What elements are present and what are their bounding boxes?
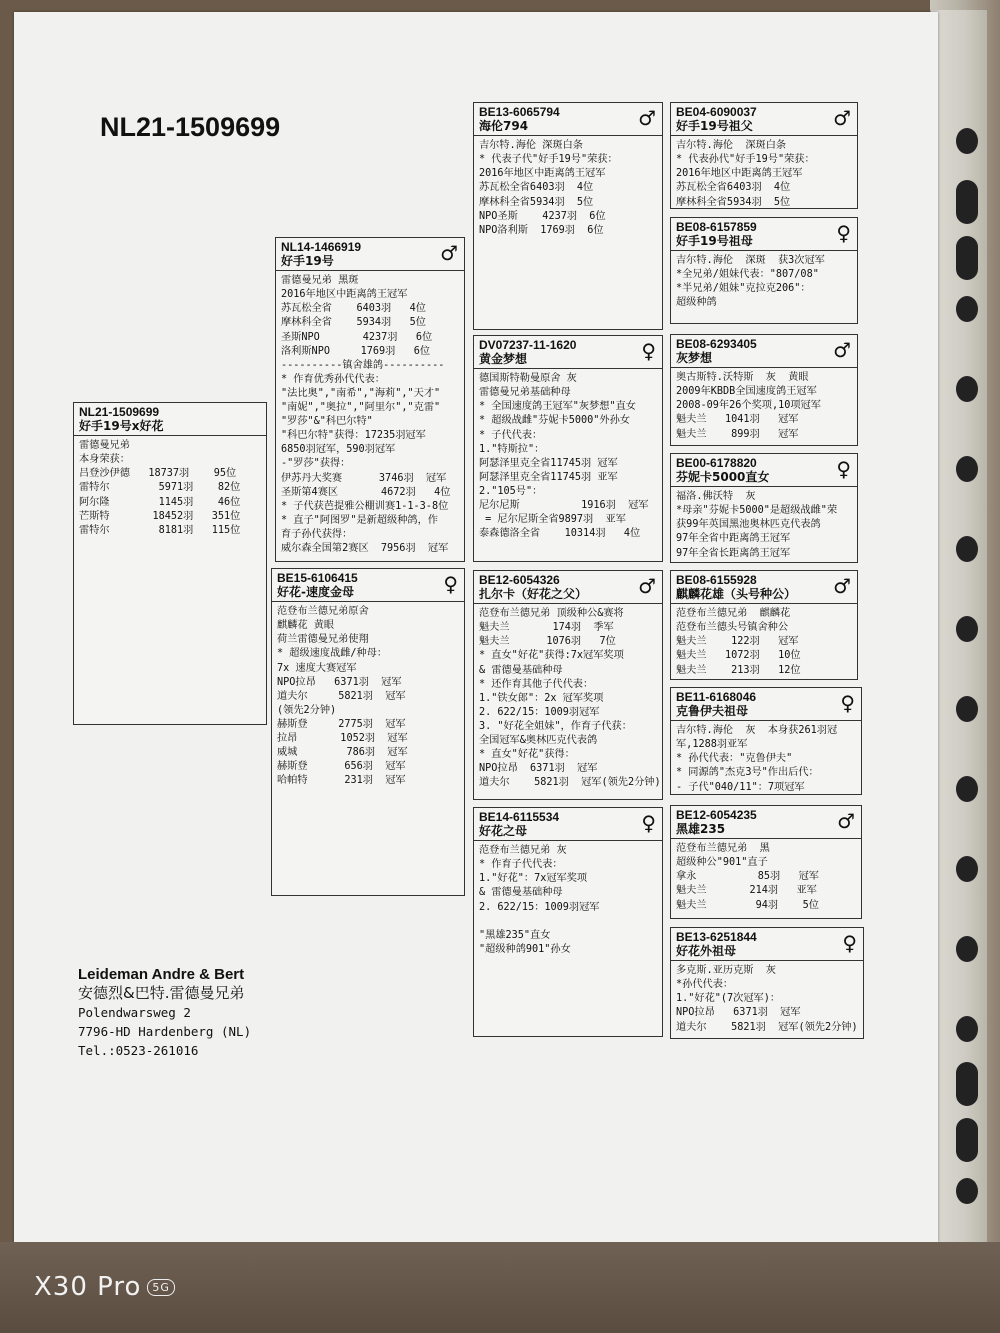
card-text-line: ----------镇舍雄鸽---------- xyxy=(281,359,445,371)
card-text-line: * 作育优秀孙代代表： xyxy=(281,373,385,385)
card-text-line: 获99年英国黑池奥林匹克代表鸽 xyxy=(676,519,821,531)
card-text-line: 苏瓦松全省 6403羽 4位 xyxy=(281,303,426,315)
card-text-line: 超级种鸽 xyxy=(676,297,717,309)
card-text-line: 2016年地区中距离鸽王冠军 xyxy=(479,168,606,180)
pedigree-card-ssd xyxy=(670,217,858,324)
pedigree-card-dam xyxy=(271,568,465,896)
female-icon: ♀ xyxy=(840,691,855,715)
female-icon: ♀ xyxy=(641,811,656,835)
ring-number: BE14-6115534 xyxy=(479,810,560,824)
card-text-line: 吉尔特.海伦 深斑白条 xyxy=(479,140,583,152)
card-header xyxy=(671,688,861,721)
card-text-line: * 直女"好花"获得： xyxy=(479,749,575,761)
card-text-line: 赫斯登 2775羽 冠军 xyxy=(277,718,406,730)
pigeon-name: 海伦794 xyxy=(479,119,529,134)
pigeon-name: 麒麟花雄（头号种公） xyxy=(676,587,797,602)
female-icon: ♀ xyxy=(443,572,458,596)
card-text-line: 1."好花"：7x冠军奖项 xyxy=(479,873,588,885)
female-icon: ♀ xyxy=(641,339,656,363)
card-text-line: 本身荣获： xyxy=(79,454,130,466)
card-text-line: 圣斯NPO 4237羽 6位 xyxy=(281,331,433,343)
card-text-line: 麒麟花 黄眼 xyxy=(277,620,335,632)
card-text-line: 吉尔特.海伦 深斑 获3次冠军 xyxy=(676,255,825,267)
owner-street: Polendwarsweg 2 xyxy=(78,1005,191,1020)
card-text-line: 魁夫兰 1072羽 10位 xyxy=(676,650,801,662)
card-text-line: 魁夫兰 94羽 5位 xyxy=(676,899,819,911)
card-header xyxy=(272,569,464,602)
card-text-line: 雷德曼兄弟 黑斑 xyxy=(281,275,359,287)
punch-hole xyxy=(956,616,978,642)
pigeon-name: 黄金梦想 xyxy=(479,352,528,367)
punch-hole xyxy=(956,376,978,402)
punch-hole xyxy=(956,236,978,280)
card-text-line: 摩林科全省5934羽 5位 xyxy=(479,196,594,208)
card-text-line: 尼尔尼斯 1916羽 冠军 xyxy=(479,500,649,512)
card-text-line: * 孙代代表："克鲁伊夫" xyxy=(676,753,793,765)
card-text-line: "黑雄235"直女 xyxy=(479,929,551,941)
card-text-line: 阿瑟泽里克全省11745羽 冠军 xyxy=(479,457,618,469)
card-text-line: 德国斯特勒曼原舍 灰 xyxy=(479,373,577,385)
card-text-line: 范登布兰德兄弟 灰 xyxy=(479,845,567,857)
card-text-line: 魁夫兰 899羽 冠军 xyxy=(676,428,799,440)
card-text-line: 摩林科全省 5934羽 5位 xyxy=(281,317,426,329)
male-icon: ♂ xyxy=(833,106,851,130)
pedigree-card-sdd xyxy=(670,453,858,563)
card-text-line: * 直女"好花"获得:7x冠军奖项 xyxy=(479,650,624,662)
ring-number: BE11-6168046 xyxy=(676,690,757,704)
card-text-line: 道夫尔 5821羽 冠军 xyxy=(277,690,406,702)
card-text-line: 吕登沙伊德 18737羽 95位 xyxy=(79,468,237,480)
pedigree-card-subject xyxy=(73,402,267,725)
punch-hole xyxy=(956,180,978,224)
card-text-line: 范登布兰德兄弟 麒麟花 xyxy=(676,608,791,620)
ring-number: BE12-6054235 xyxy=(676,808,757,822)
card-header xyxy=(671,335,857,368)
card-text-line: 伊苏丹大奖赛 3746羽 冠军 xyxy=(281,472,447,484)
card-text-line: - 子代"040/11"：7项冠军 xyxy=(676,781,805,793)
owner-city: 7796-HD Hardenberg (NL) xyxy=(78,1024,252,1039)
card-text-line: 魁夫兰 1076羽 7位 xyxy=(479,636,616,648)
card-text-line: 威尔森全国第2赛区 7956羽 冠军 xyxy=(281,542,449,554)
card-header xyxy=(671,454,857,487)
card-text-line: 吉尔特.海伦 深斑白条 xyxy=(676,140,787,152)
card-text-line: "罗莎"&"科巴尔特" xyxy=(281,416,373,428)
card-text-line: 泰森德洛全省 10314羽 4位 xyxy=(479,528,641,540)
male-icon: ♂ xyxy=(833,574,851,598)
watermark-text: X30 Pro xyxy=(34,1272,142,1302)
card-text-line: 6850羽冠军，590羽冠军 xyxy=(281,444,396,456)
card-text-line: 超级种公"901"直子 xyxy=(676,857,768,869)
ring-number: BE08-6293405 xyxy=(676,337,757,351)
card-text-line: 2016年地区中距离鸽王冠军 xyxy=(676,168,803,180)
ring-number: BE15-6106415 xyxy=(277,571,358,585)
card-text-line: 道夫尔 5821羽 冠军(领先2分钟) xyxy=(479,777,661,789)
card-text-line: NPO拉昂 6371羽 冠军 xyxy=(479,763,598,775)
card-text-line: * 代表子代"好手19号"荣获： xyxy=(479,154,618,166)
card-text-line: = 尼尔尼斯全省9897羽 亚军 xyxy=(479,514,626,526)
card-text-line: *母亲"芬妮卡5000"是超级战雌"荣 xyxy=(676,505,838,517)
card-text-line: * 子代获芭提雅公棚训赛1-1-3-8位 xyxy=(281,500,449,512)
pigeon-name: 扎尔卡（好花之父） xyxy=(479,587,588,602)
card-text-line: 1."好花"(7次冠军)： xyxy=(676,993,781,1005)
card-header xyxy=(671,806,861,839)
punch-hole xyxy=(956,1178,978,1204)
pedigree-card-dam-dam xyxy=(473,807,663,1037)
card-text-line: 苏瓦松全省6403羽 4位 xyxy=(479,182,594,194)
card-text-line: 范登布兰德头号镇舍种公 xyxy=(676,622,789,634)
punch-hole xyxy=(956,1062,978,1106)
camera-watermark xyxy=(34,1272,175,1302)
card-text-line: & 雷德曼基础种母 xyxy=(479,664,563,676)
female-icon: ♀ xyxy=(836,221,851,245)
card-header xyxy=(671,928,863,961)
card-text-line: 奥古斯特.沃特斯 灰 黄眼 xyxy=(676,372,809,384)
card-text-line: 1."铁女郎"：2x 冠军奖项 xyxy=(479,692,604,704)
ring-number: BE13-6065794 xyxy=(479,105,560,119)
card-header xyxy=(74,403,266,436)
card-text-line: 福洛.佛沃特 灰 xyxy=(676,491,756,503)
card-text-line: 魁夫兰 174羽 季军 xyxy=(479,622,614,634)
card-text-line: 3. "好花全姐妹"，作育子代获： xyxy=(479,720,632,732)
female-icon: ♀ xyxy=(842,931,857,955)
card-text-line: 雷特尔 8181羽 115位 xyxy=(79,524,241,536)
card-text-line: 摩林科全省5934羽 5位 xyxy=(676,196,791,208)
pedigree-card-sire xyxy=(275,237,465,562)
card-text-line: * 全国速度鸽王冠军"灰梦想"直女 xyxy=(479,401,636,413)
card-text-line: 魁夫兰 213羽 12位 xyxy=(676,664,801,676)
card-text-line: 1."特斯拉"： xyxy=(479,443,545,455)
pedigree-card-sds xyxy=(670,334,858,446)
pigeon-name: 克鲁伊夫祖母 xyxy=(676,704,749,719)
card-text-line: 魁夫兰 122羽 冠军 xyxy=(676,636,799,648)
card-text-line: 军,1288羽亚军 xyxy=(676,739,748,751)
punch-hole xyxy=(956,128,978,154)
card-text-line: 范登布兰德兄弟 黑 xyxy=(676,843,770,855)
ring-number: BE12-6054326 xyxy=(479,573,560,587)
card-text-line: 97年全省中距离鸽王冠军 xyxy=(676,533,791,545)
pedigree-card-sire-dam xyxy=(473,335,663,562)
card-text-line: 吉尔特.海伦 灰 本身获261羽冠 xyxy=(676,725,838,737)
card-text-line: 洛利斯NPO 1769羽 6位 xyxy=(281,345,431,357)
card-text-line xyxy=(479,915,657,929)
pigeon-name: 好手19号 xyxy=(281,254,334,269)
card-header xyxy=(474,571,662,604)
card-text-line: 威城 786羽 冠军 xyxy=(277,747,408,759)
card-text-line: 范登布兰德兄弟 顶级种公&赛将 xyxy=(479,608,624,620)
ring-number: BE08-6157859 xyxy=(676,220,757,234)
pigeon-name: 好花之母 xyxy=(479,824,528,839)
card-text-line: -"罗莎"获得： xyxy=(281,458,351,470)
card-text-line: 2. 622/15：1009羽冠军 xyxy=(479,706,600,718)
pedigree-card-dds xyxy=(670,805,862,919)
card-text-line: & 雷德曼基础种母 xyxy=(479,887,563,899)
pigeon-name: 好花外祖母 xyxy=(676,944,737,959)
card-text-line: 全国冠军&奥林匹克代表鸽 xyxy=(479,735,598,747)
pigeon-name: 好手19号x好花 xyxy=(79,419,164,434)
pigeon-name: 好花-速度金母 xyxy=(277,585,354,600)
card-text-line: 苏瓦松全省6403羽 4位 xyxy=(676,182,791,194)
card-text-line: (领先2分钟) xyxy=(277,704,337,716)
card-header xyxy=(474,808,662,841)
punch-hole xyxy=(956,936,978,962)
card-text-line: *孙代代表： xyxy=(676,979,734,991)
pedigree-card-sss xyxy=(670,102,858,209)
card-text-line: 哈帕特 231羽 冠军 xyxy=(277,775,406,787)
pigeon-name: 黑雄235 xyxy=(676,822,726,837)
card-text-line: NPO拉昂 6371羽 冠军 xyxy=(277,676,402,688)
male-icon: ♂ xyxy=(638,106,656,130)
card-text-line: 赫斯登 656羽 冠军 xyxy=(277,761,406,773)
pigeon-name: 芬妮卡5000直女 xyxy=(676,470,770,485)
card-text-line: 阿尔隆 1145羽 46位 xyxy=(79,496,241,508)
male-icon: ♂ xyxy=(837,809,855,833)
card-text-line: 拿永 85羽 冠军 xyxy=(676,871,819,883)
page-title: NL21-1509699 xyxy=(100,112,281,142)
card-text-line: "超级种鸽901"孙女 xyxy=(479,943,571,955)
card-text-line: 2. 622/15：1009羽冠军 xyxy=(479,901,600,913)
male-icon: ♂ xyxy=(638,574,656,598)
card-text-line: 魁夫兰 214羽 亚军 xyxy=(676,885,817,897)
pigeon-name: 灰梦想 xyxy=(676,351,713,366)
pedigree-card-dsd xyxy=(670,687,862,795)
owner-name-cn: 安德烈&巴特.雷德曼兄弟 xyxy=(78,984,245,1002)
punch-hole xyxy=(956,776,978,802)
ring-number: BE00-6178820 xyxy=(676,456,757,470)
card-header xyxy=(671,571,857,604)
card-text-line: 魁夫兰 1041羽 冠军 xyxy=(676,414,799,426)
card-text-line: 97年全省长距离鸽王冠军 xyxy=(676,547,791,559)
female-icon: ♀ xyxy=(836,457,851,481)
card-text-line: 育子孙代获得： xyxy=(281,528,353,540)
card-text-line: 荷兰雷德曼兄弟使翔 xyxy=(277,634,369,646)
card-text-line: 道夫尔 5821羽 冠军(领先2分钟) xyxy=(676,1021,858,1033)
card-header xyxy=(474,103,662,136)
card-text-line: 雷德曼兄弟 xyxy=(79,440,130,452)
card-text-line: *全兄弟/姐妹代表："807/08" xyxy=(676,269,819,281)
ring-number: NL14-1466919 xyxy=(281,240,362,254)
card-text-line: 拉昂 1052羽 冠军 xyxy=(277,733,408,745)
card-text-line: * 作育子代代表： xyxy=(479,859,563,871)
card-text-line: * 超级速度战雌/种母： xyxy=(277,648,388,660)
card-text-line: 多克斯.亚历克斯 灰 xyxy=(676,965,776,977)
card-text-line: NPO拉昂 6371羽 冠军 xyxy=(676,1007,801,1019)
card-text-line: 范登布兰德兄弟原舍 xyxy=(277,606,369,618)
pedigree-card-sire-sire xyxy=(473,102,663,330)
pedigree-card-ddd xyxy=(670,927,864,1039)
card-text-line: 阿瑟泽里克全省11745羽 亚军 xyxy=(479,471,618,483)
punch-hole xyxy=(956,1016,978,1042)
card-text-line: * 子代代表： xyxy=(479,429,543,441)
punch-hole xyxy=(956,536,978,562)
card-text-line: 雷德曼兄弟基础种母 xyxy=(479,387,571,399)
card-text-line: 芒斯特 18452羽 351位 xyxy=(79,510,241,522)
card-header xyxy=(276,238,464,271)
card-text-line: 2."105号"： xyxy=(479,485,543,497)
card-text-line: 2009年KBDB全国速度鸽王冠军 xyxy=(676,386,817,398)
pigeon-name: 好手19号祖父 xyxy=(676,119,753,134)
card-text-line: 7x 速度大赛冠军 xyxy=(277,662,357,674)
card-text-line: NPO洛利斯 1769羽 6位 xyxy=(479,224,604,236)
owner-name-en: Leideman Andre & Bert xyxy=(78,966,245,983)
pedigree-card-dam-sire xyxy=(473,570,663,800)
card-header xyxy=(474,336,662,369)
card-text-line: NPO圣斯 4237羽 6位 xyxy=(479,210,606,222)
card-text-line: "科巴尔特"获得：17235羽冠军 xyxy=(281,430,426,442)
card-text-line: "法比奥","南希","海莉","天才" xyxy=(281,387,441,399)
pedigree-card-dss xyxy=(670,570,858,680)
ring-number: BE08-6155928 xyxy=(676,573,757,587)
card-text-line: 圣斯第4赛区 4672羽 4位 xyxy=(281,486,451,498)
card-text-line: * 同源鸽"杰克3号"作出后代： xyxy=(676,767,819,779)
owner-tel: Tel.:0523-261016 xyxy=(78,1043,199,1058)
punch-hole xyxy=(956,696,978,722)
card-text-line: "南妮","奥拉","阿里尔","克雷" xyxy=(281,402,441,414)
card-text-line: * 直子"阿图罗"是新超级种鸽，作 xyxy=(281,514,438,526)
card-header xyxy=(671,103,857,136)
card-text-line: 2008-09年26个奖项,10项冠军 xyxy=(676,400,821,412)
card-text-line: *半兄弟/姐妹"克拉克206"： xyxy=(676,283,811,295)
ring-number: BE13-6251844 xyxy=(676,930,757,944)
male-icon: ♂ xyxy=(440,241,458,265)
card-text-line: 雷特尔 5971羽 82位 xyxy=(79,482,241,494)
watermark-badge: 5G xyxy=(147,1279,175,1296)
card-text-line: 2016年地区中距离鸽王冠军 xyxy=(281,289,408,301)
pigeon-name: 好手19号祖母 xyxy=(676,234,753,249)
punch-hole xyxy=(956,856,978,882)
ring-number: NL21-1509699 xyxy=(79,405,160,419)
punch-hole xyxy=(956,456,978,482)
card-text-line: * 代表孙代"好手19号"荣获： xyxy=(676,154,815,166)
card-header xyxy=(671,218,857,251)
male-icon: ♂ xyxy=(833,338,851,362)
ring-number: DV07237-11-1620 xyxy=(479,338,577,352)
owner-block xyxy=(78,965,251,1060)
punch-hole xyxy=(956,1118,978,1162)
punch-hole xyxy=(956,296,978,322)
ring-number: BE04-6090037 xyxy=(676,105,757,119)
card-text-line: * 超级战雌"芬妮卡5000"外孙女 xyxy=(479,415,630,427)
card-text-line: * 还作育其他子代代表： xyxy=(479,678,594,690)
